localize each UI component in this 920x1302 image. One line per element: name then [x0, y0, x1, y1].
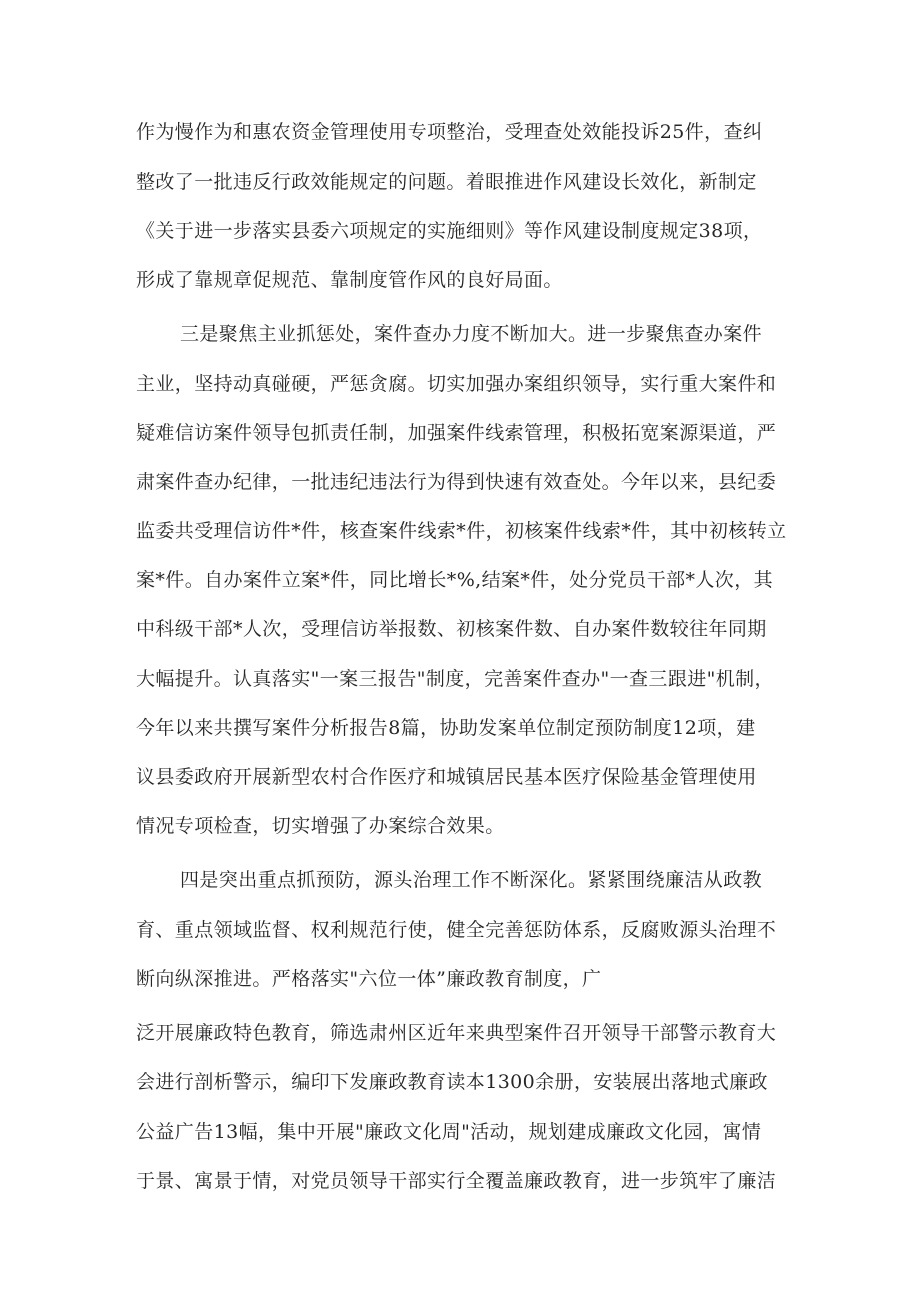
text-line: 三是聚焦主业抓惩处，案件查办力度不断加大。进一步聚焦查办案件 — [180, 323, 763, 345]
text-line: 《关于进一步落实县委六项规定的实施细则》等作风建设制度规定38项， — [136, 220, 763, 242]
text-line: 于景、寓景于情，对党员领导干部实行全覆盖廉政教育，进一步筑牢了廉洁 — [136, 1170, 777, 1192]
text-line: 议县委政府开展新型农村合作医疗和城镇居民基本医疗保险基金管理使用 — [136, 766, 757, 788]
text-line: 大幅提升。认真落实"一案三报告"制度，完善案件查办"一查三跟进"机制， — [136, 668, 774, 690]
text-line: 情况专项检查，切实增强了办案综合效果。 — [136, 815, 505, 837]
text-line: 断向纵深推进。严格落实"六位一体”廉政教育制度，广 — [136, 968, 602, 990]
text-line: 中科级干部*人次，受理信访举报数、初核案件数、自办案件数较往年同期 — [136, 618, 767, 640]
text-line: 今年以来共撰写案件分析报告8篇，协助发案单位制定预防制度12项，建 — [136, 717, 756, 739]
text-line: 四是突出重点抓预防，源头治理工作不断深化。紧紧围绕廉洁从政教 — [180, 869, 763, 891]
text-line: 形成了靠规章促规范、靠制度管作风的良好局面。 — [136, 269, 563, 291]
text-line: 整改了一批违反行政效能规定的问题。着眼推进作风建设长效化，新制定 — [136, 171, 757, 193]
text-line: 肃案件查办纪律，一批违纪违法行为得到快速有效查处。今年以来，县纪委 — [136, 471, 777, 493]
text-line: 泛开展廉政特色教育，筛选肃州区近年来典型案件召开领导干部警示教育大 — [136, 1022, 777, 1044]
text-line: 疑难信访案件领导包抓责任制，加强案件线索管理，积极拓宽案源渠道，严 — [136, 422, 777, 444]
text-line: 主业，坚持动真碰硬，严惩贪腐。切实加强办案组织领导，实行重大案件和 — [136, 373, 777, 395]
text-line: 案*件。自办案件立案*件，同比增长*%,结案*件，处分党员干部*人次，其 — [136, 569, 773, 591]
text-line: 会进行剖析警示，编印下发廉政教育读本1300余册，安装展出落地式廉政 — [136, 1071, 768, 1093]
text-line: 监委共受理信访件*件，核查案件线索*件，初核案件线索*件，其中初核转立 — [136, 520, 787, 542]
text-line: 公益广告13幅，集中开展"廉政文化周"活动，规划建成廉政文化园，寓情 — [136, 1121, 762, 1143]
text-line: 作为慢作为和惠农资金管理使用专项整治，受理查处效能投诉25件，查纠 — [136, 121, 763, 143]
text-line: 育、重点领域监督、权利规范行使，健全完善惩防体系，反腐败源头治理不 — [136, 919, 777, 941]
